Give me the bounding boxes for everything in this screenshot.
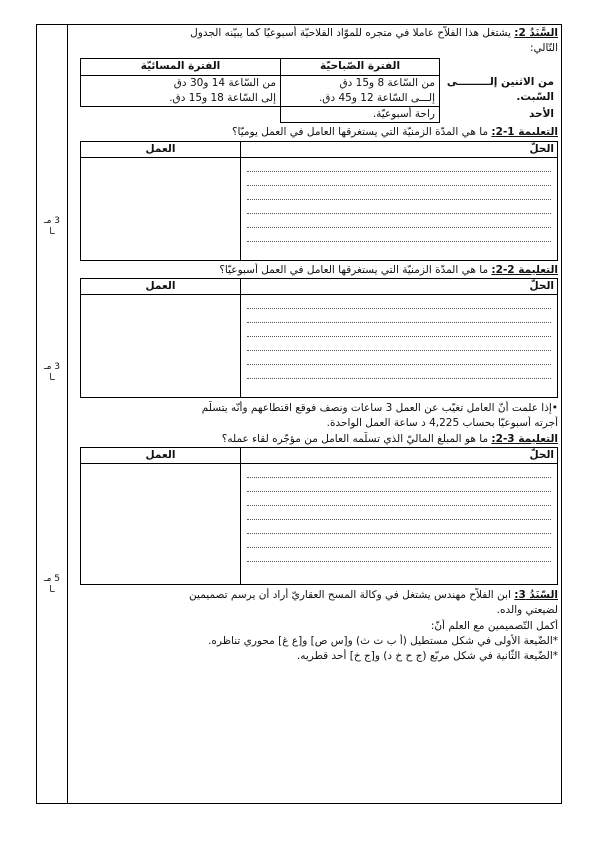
answer-3-solution-area[interactable] (241, 464, 558, 585)
sanad2-line2: التّالي: (530, 42, 558, 55)
dotted-line (247, 464, 551, 478)
dotted-line (247, 534, 551, 548)
dotted-line (247, 506, 551, 520)
mark-q2-value: 3 مـ (43, 362, 61, 372)
sanad2-label: السَّنَدُ 2: (514, 27, 558, 39)
schedule-morning-hours (281, 75, 440, 106)
mark-q1 (38, 216, 66, 238)
sanad3-line5: *الضّيعة الثّانية في شكل مربّع (ج ح خ د) و[ج خ] أحد قطريه. (296, 649, 558, 662)
question-1 (70, 125, 558, 140)
schedule-table (80, 58, 558, 123)
note-line2: أجرته أسبوعيّا بحساب 4,225 د ساعة العمل الواحدة. (326, 417, 558, 430)
dotted-line (247, 309, 551, 323)
schedule-day-sunday: الأحد (528, 107, 554, 120)
schedule-morning-to: إلـــى السّاعة 12 و45 دق. (318, 91, 435, 104)
dotted-line (247, 492, 551, 506)
question-2 (70, 263, 558, 278)
sanad3-line4: *الضّيعة الأولى في شكل مستطيل (أ ب ت ث) و[س ص] و[ع غ] محوري تناظره. (208, 634, 558, 647)
worksheet-content (70, 26, 558, 664)
answer-3-work-header: العمل (81, 447, 241, 463)
sanad3-line3: أكمل التّصميمين مع العلم أنّ: (430, 619, 558, 632)
schedule-corner (440, 59, 559, 75)
dotted-line (247, 158, 551, 172)
sanad2-line1 (70, 26, 558, 41)
dotted-line (247, 351, 551, 365)
mark-q1-sub: ـا (49, 226, 55, 237)
question-1-label: التعليمة 1-2: (491, 126, 558, 139)
schedule-day-weekdays-2: السّبت. (516, 91, 554, 104)
dotted-line (247, 337, 551, 351)
dotted-line (247, 186, 551, 200)
question-3-label: التعليمة 3-2: (491, 432, 558, 445)
dotted-line (247, 200, 551, 214)
dotted-line (247, 478, 551, 492)
answer-table-1 (80, 141, 558, 261)
schedule-col-morning: الفترة الصّباحيّة (281, 59, 440, 75)
answer-2-solution-area[interactable] (241, 295, 558, 398)
answer-2-work-area[interactable] (81, 295, 241, 398)
schedule-evening-hours (81, 75, 281, 106)
question-1-text: ما هي المدّة الزمنيّة التي يستغرقها العامل في العمل يوميّا؟ (231, 126, 489, 139)
question-2-text: ما هي المدّة الزمنيّة التي يستغرقها العامل في العمل أسبوعيّا؟ (219, 263, 489, 276)
question-3-text: ما هو المبلغ الماليّ الذي تسلّمه العامل من مؤجّره لقاء عمله؟ (221, 432, 489, 445)
dotted-line (247, 214, 551, 228)
mark-q3-value: 5 مـ (43, 574, 61, 584)
sanad3-label: السّنَدُ 3: (514, 589, 558, 602)
schedule-evening-to: إلى السّاعة 18 و15 دق. (169, 91, 276, 104)
answer-1-solution-area[interactable] (241, 157, 558, 260)
schedule-col-evening: الفترة المسائيّة (81, 59, 281, 75)
schedule-day-weekdays-1: من الاثنين إلـــــــــى (446, 76, 554, 89)
note-line1: •إذا علمت أنّ العامل تغيّب عن العمل 3 ساعات ونصف فوقع اقتطاعهم وأنّه يتسلّم (201, 402, 558, 415)
marks-column (36, 24, 68, 804)
answer-1-work-area[interactable] (81, 157, 241, 260)
sanad3-text1: ابن الفلاّح مهندس يشتغل في وكالة المسح العقاريّ أراد أن يرسم تصميمين (189, 589, 511, 602)
schedule-evening-from: من السّاعة 14 و30 دق (173, 76, 276, 89)
mark-q3-sub: ـا (49, 584, 55, 595)
dotted-line (247, 172, 551, 186)
mark-q2-sub: ـا (49, 372, 55, 383)
mark-q1-value: 3 مـ (43, 216, 61, 226)
schedule-morning-from: من السّاعة 8 و15 دق (339, 76, 435, 89)
answer-1-solution-header: الحلّ (241, 141, 558, 157)
sanad2-text1: يشتغل هذا الفلاّح عاملا في متجره للموّاد الفلاحيّة أسبوعيّا كما يبيّنه الجدول (190, 27, 511, 39)
answer-3-work-area[interactable] (81, 464, 241, 585)
answer-2-work-header: العمل (81, 278, 241, 294)
dotted-line (247, 295, 551, 309)
mark-q3 (38, 574, 66, 596)
dotted-line (247, 228, 551, 242)
schedule-empty (81, 107, 281, 123)
answer-3-solution-header: الحلّ (241, 447, 558, 463)
schedule-day-weekdays (440, 75, 559, 106)
dotted-line (247, 548, 551, 562)
schedule-sunday-value: راحة أسبوعيّة. (281, 107, 440, 123)
sanad3-line2: لضيعتي والده. (496, 604, 558, 617)
question-2-label: التعليمة 2-2: (491, 263, 558, 276)
answer-table-3 (80, 447, 558, 585)
question-3 (70, 432, 558, 447)
mark-q2 (38, 362, 66, 384)
answer-table-2 (80, 278, 558, 398)
dotted-line (247, 520, 551, 534)
dotted-line (247, 365, 551, 379)
sanad3-line1 (70, 588, 558, 603)
answer-1-work-header: العمل (81, 141, 241, 157)
dotted-line (247, 323, 551, 337)
answer-2-solution-header: الحلّ (241, 278, 558, 294)
